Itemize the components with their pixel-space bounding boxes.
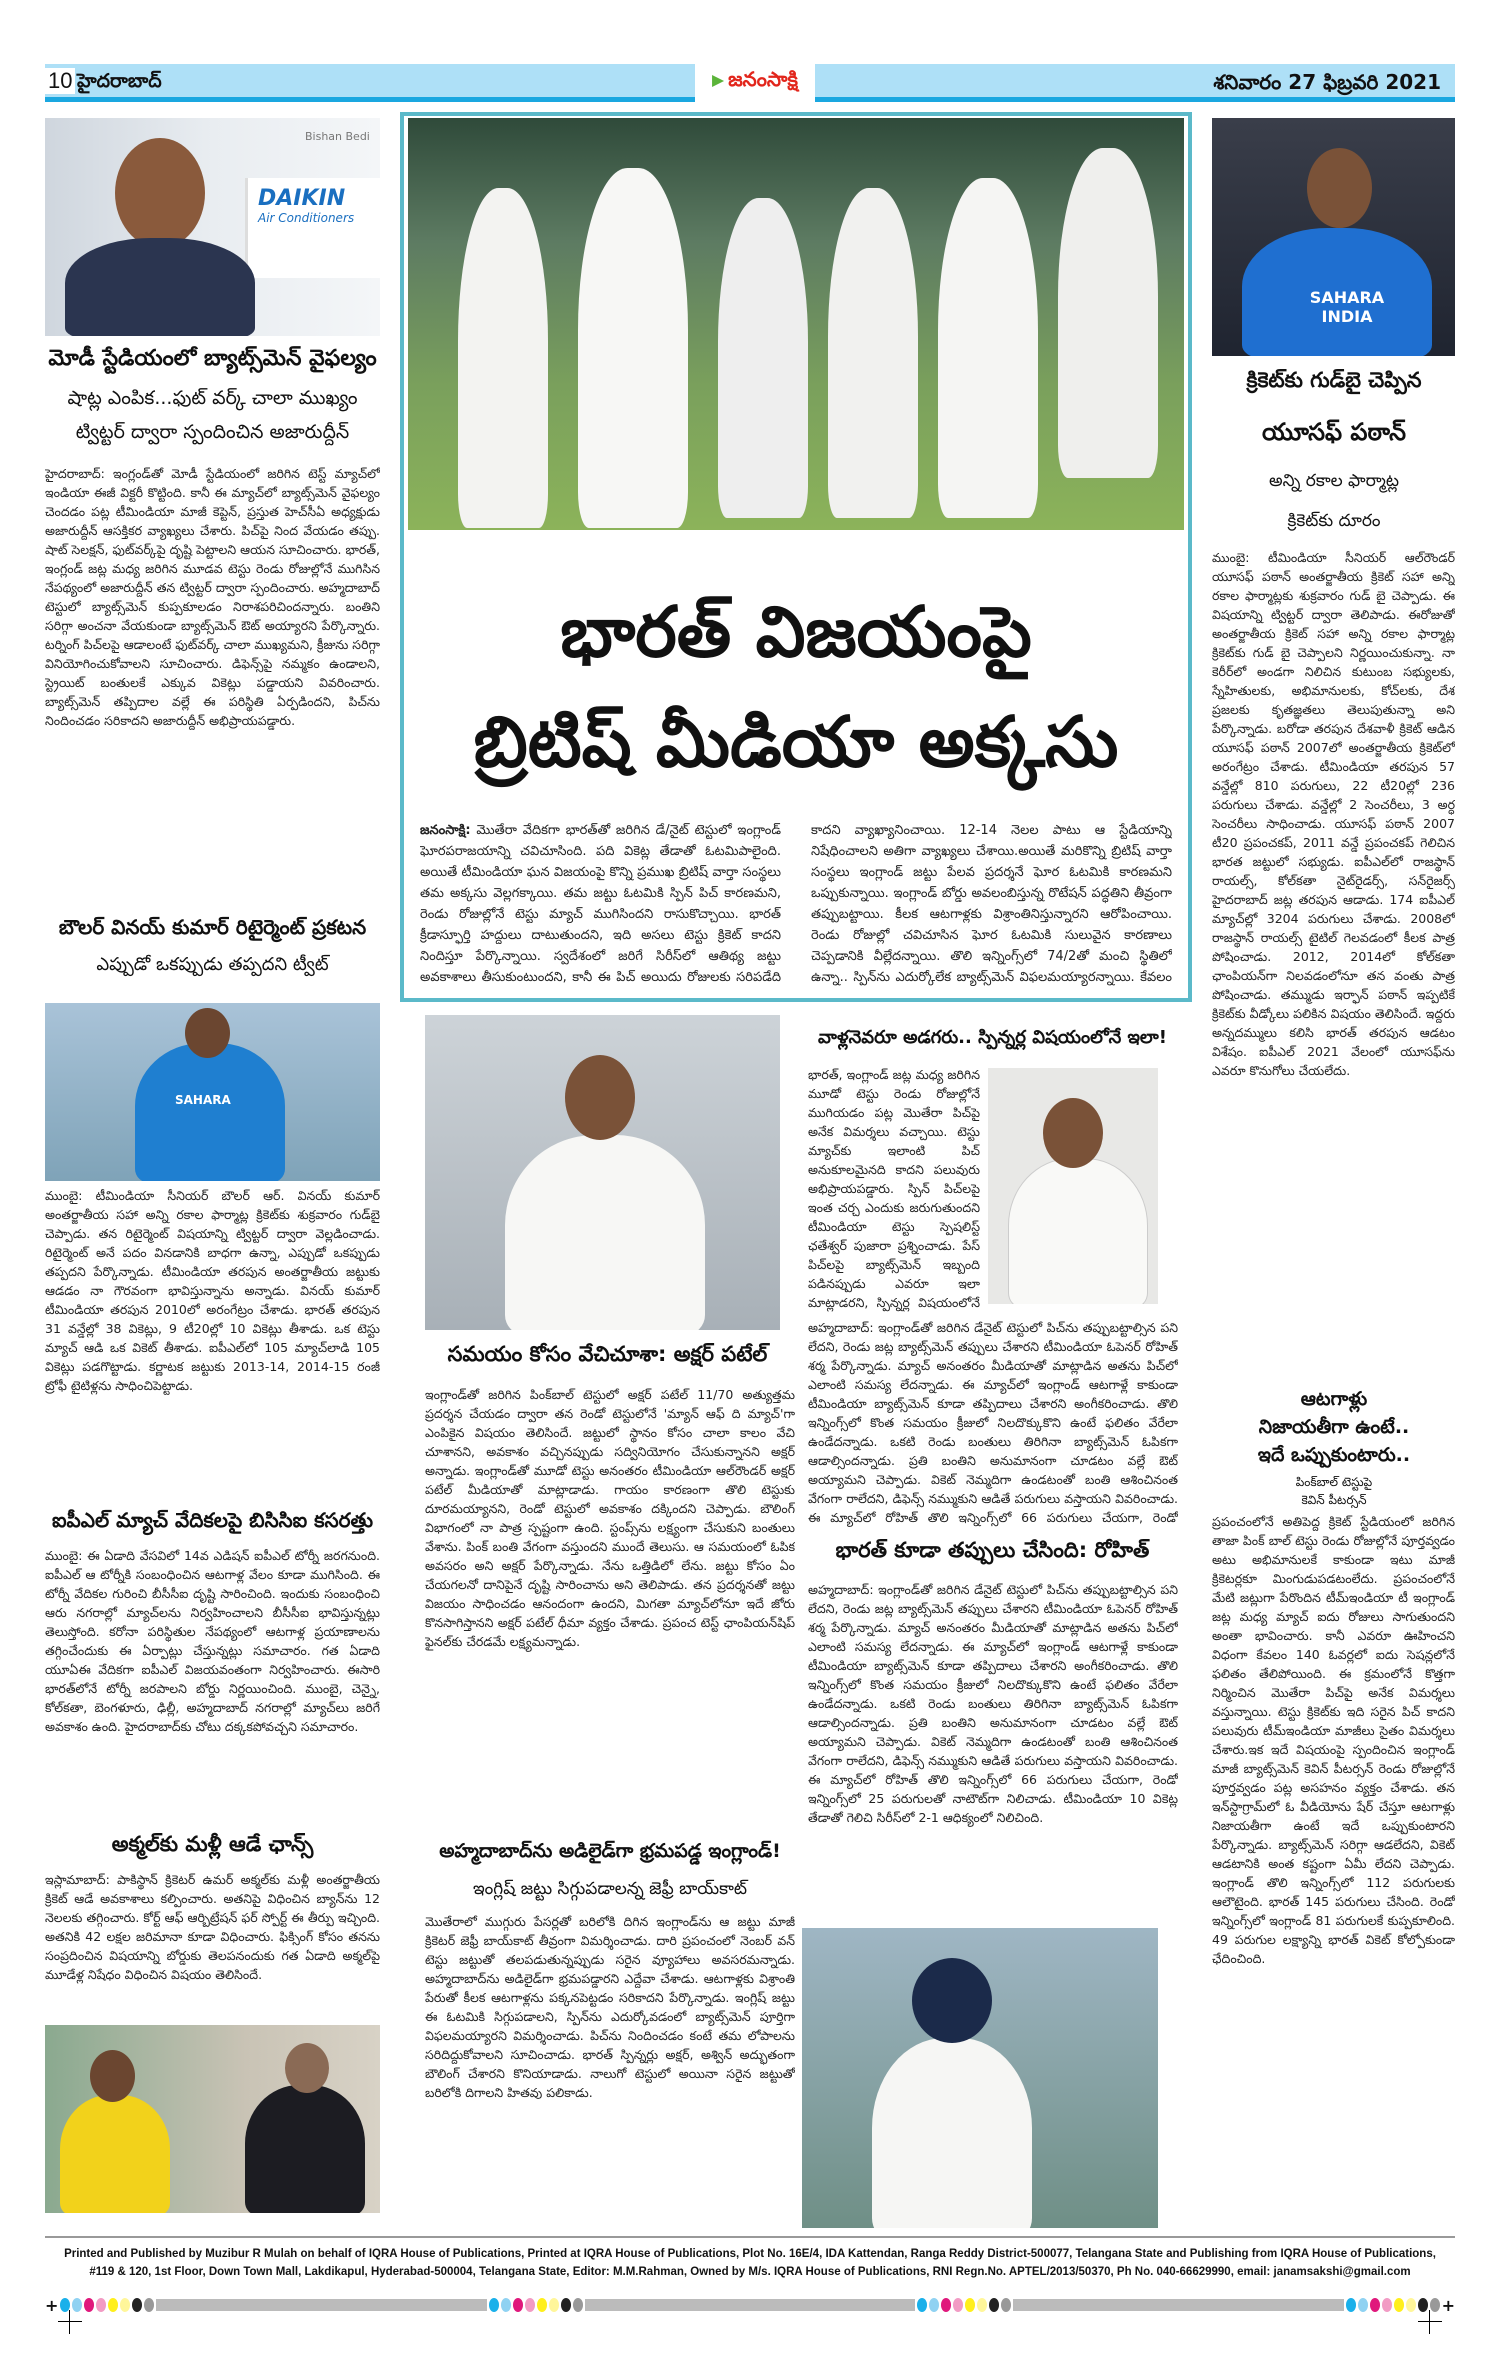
plus-icon: + <box>1441 2295 1455 2315</box>
light-yellow-swatch <box>120 2298 130 2312</box>
pietersen-headline-line-2: నిజాయతీగా ఉంటే.. <box>1258 1416 1410 1438</box>
azhar-subheading-2: ట్విట్టర్ ద్వారా స్పందించిన అజారుద్దీన్ <box>75 421 350 443</box>
yusuf-jersey-text: SAHARA INDIA <box>1309 288 1385 326</box>
imprint-line <box>45 2245 1455 2281</box>
magenta-swatch <box>1370 2298 1380 2312</box>
team-walk-off-photo <box>408 118 1184 530</box>
player-figure-1 <box>458 188 548 528</box>
vinay-kumar-photo <box>45 1003 380 1181</box>
axar-figure <box>505 1135 705 1330</box>
rohit-helmet <box>912 1958 992 2043</box>
gray-swatch <box>144 2298 154 2312</box>
board-name: Bishan Bedi <box>305 130 370 143</box>
light-yellow-swatch <box>549 2298 559 2312</box>
light-cyan-swatch <box>929 2298 939 2312</box>
lead-body-text: మొతేరా వేదికగా భారత్‌తో జరిగిన డే/నైట్ టెస్టులో ఇంగ్లాండ్ ఘోరపరాజయాన్ని చవిచూసింది. పది వికెట్ల తేడాతో ఓటమిపాలైంది. అయితే టీమిండియా ఘన విజయంపై కొన్ని ప్రముఖ బ్రిటిష్ వార్తా సంస్థలు తమ అక్కసు వెల్లగక్కాయి. తమ జట్టు ఓటమికి స్పిన్ పిచ్ కారణమని, రెండు రోజుల్లోనే టెస్టు మ్యాచ్ ముగిసిందని రాసుకొచ్చాయి. భారత్ క్రీడాస్ఫూర్తి హద్దులు దాటుతుందని, ఇది అసలు టెస్టు క్రికెట్ కాదని నిందిస్తూ పేర్కొన్నాయి. స్వదేశంలో జరిగే సిరీస్‌లో ఆతిథ్య జట్టు అవకాశాలు తీసుకుంటుందని, కానీ ఈ పిచ్ అయిదు రోజులకు సరిపడేది కాదని వ్యాఖ్యానించాయి. 12-14 నెలల పాటు ఆ స్టేడియాన్ని నిషేధించాలని అతిగా వ్యాఖ్యలు చేశాయి.అయితే మరికొన్ని బ్రిటిష్ వార్తా సంస్థలు ఇంగ్లాండ్ జట్టు పేలవ ప్రదర్శనే ఘోర ఓటమికి కారణమని ఒప్పుకున్నాయి. ఇంగ్లాండ్ బోర్డు అవలంబిస్తున్న రొటేషన్ పద్ధతిని తీవ్రంగా తప్పుబట్టాయి. కీలక ఆటగాళ్లకు విశ్రాంతినిస్తున్నారని ఆరోపించాయి. రెండు రోజుల్లో చవిచూసిన ఘోర ఓటమికి సులువైన కారణాలు చెప్పడానికి వీల్లేదన్నాయి. తొలి ఇన్నింగ్స్‌లో 74/2తో మంచి స్థితిలో ఉన్నా.. స్పిన్‌ను ఎదుర్కోలేక బ్యాట్స్‌మెన్ విఫలమయ్యారన్నాయి. కేవలం <box>420 823 1172 985</box>
pietersen-subheading-2: కెవిన్ పీటర్సన్ <box>1301 1493 1367 1507</box>
ahmedabad-article-body: మొతేరాలో ముగ్గురు పేసర్లతో బరిలోకి దిగిన ఇంగ్లాండ్‌ను ఆ జట్టు మాజీ క్రికెటర్ జెఫ్రీ బాయ్‌కాట్ తీవ్రంగా విమర్శించాడు. దారి ప్రపంచంలో నెంబర్ వన్ టెస్టు జట్టుతో తలపడుతున్నప్పుడు సరైన వ్యూహాలు అవసరమన్నాడు. అహ్మదాబాద్‌ను అడిలైడ్‌గా భ్రమపడ్డారని ఎద్దేవా చేశాడు. ఆటగాళ్లకు విశ్రాంతి పేరుతో కీలక ఆటగాళ్లను పక్కనపెట్టడం సరికాదని పేర్కొన్నాడు. ఇంగ్లిష్ జట్టు ఈ ఓటమికి సిగ్గుపడాలని, స్పిన్‌ను ఎదుర్కోవడంలో బ్యాట్స్‌మెన్ పూర్తిగా విఫలమయ్యారని విమర్శించాడు. పిచ్‌ను నిందించడం కంటే తమ లోపాలను సరిదిద్దుకోవాలని సూచించాడు. భారత్ స్పిన్నర్లు అక్షర్, అశ్విన్ అద్భుతంగా బౌలింగ్ చేశారని కొనియాడాడు. నాలుగో టెస్టులో అయినా సరైన జట్టుతో బరిలోకి దిగాలని హితవు పలికాడు. <box>425 1914 795 2100</box>
footer-divider <box>45 2236 1455 2238</box>
yusuf-subheading-2: క్రికెట్‌కు దూరం <box>1287 511 1381 531</box>
akmal-head <box>90 2050 135 2102</box>
lawyer-head <box>285 2043 329 2093</box>
gray-bar <box>1013 2299 1343 2311</box>
azhar-article-body: హైదరాబాద్: ఇంగ్లండ్‌తో మోడీ స్టేడియంలో జరిగిన టెస్ట్ మ్యాచ్‌లో ఇండియా ఈజీ విక్టరీ కొట్టింది. కానీ ఈ మ్యాచ్‌లో బ్యాట్స్‌మెన్ వైఫల్యం చెందడం పట్ల టీమిండియా మాజీ కెప్టెన్, ప్రస్తుత హెచ్‌సీఏ అధ్యక్షుడు అజారుద్దీన్ ఆసక్తికర వ్యాఖ్యలు చేశారు. పిచ్‌పై నింద వేయడం తప్పు. షాట్ సెలక్షన్, ఫుట్‌వర్క్‌పై దృష్టి పెట్టాలని ఆయన సూచించారు. భారత్, ఇంగ్లండ్ జట్ల మధ్య జరిగిన మూడవ టెస్టు రెండు రోజుల్లోనే ముగిసిన నేపథ్యంలో అజారుద్దీన్ తన ట్విట్టర్ ద్వారా స్పందించారు. అహ్మదాబాద్ టెస్టులో బ్యాట్స్‌మెన్ కుప్పకూలడం నిరాశపరిచిందన్నారు. బంతిని సరిగ్గా అంచనా వేయకుండా బ్యాట్స్‌మెన్ ఔట్ అయ్యారని పేర్కొన్నారు. టర్నింగ్ పిచ్‌లపై ఆడాలంటే ఫుట్‌వర్క్ చాలా ముఖ్యమని, క్రీజును సరిగ్గా వినియోగించుకోవాలని సూచించారు. డిఫెన్స్‌పై నమ్మకం ఉండాలని, స్ట్రెయిట్ బంతులకే ఎక్కువ వికెట్లు పడ్డాయని వివరించారు. బ్యాట్స్‌మెన్ తప్పిదాల వల్లే ఈ పరిస్థితి ఏర్పడిందని, పిచ్‌ను నిందించడం సరికాదని అజారుద్దీన్ అభిప్రాయపడ్డారు. <box>45 466 380 728</box>
lead-article-body <box>420 820 1172 990</box>
light-yellow-swatch <box>977 2298 987 2312</box>
sponsor-brand: DAIKIN <box>258 186 346 211</box>
black-swatch <box>132 2298 142 2312</box>
lead-headline-line-2: బ్రిటిష్ మీడియా అక్కసు <box>473 701 1119 783</box>
pujara-head <box>1043 1098 1103 1168</box>
yusuf-headline-line-1: క్రికెట్‌కు గుడ్‌బై చెప్పిన <box>1246 368 1422 392</box>
azhar-headline: మోడీ స్టేడియంలో బ్యాట్స్‌మెన్ వైఫల్యం <box>48 346 377 371</box>
magenta-swatch <box>941 2298 951 2312</box>
pink-swatch <box>953 2298 963 2312</box>
ahmedabad-subheading: ఇంగ్లిష్ జట్టు సిగ్గుపడాలన్న జెఫ్రీ బాయ్‌కాట్ <box>472 1879 748 1899</box>
person-figure <box>115 138 205 248</box>
player-head <box>185 1008 230 1058</box>
yusuf-article-body: ముంబై: టీమిండియా సీనియర్ ఆల్‌రౌండర్ యూసఫ్ పఠాన్ అంతర్జాతీయ క్రికెట్ సహా అన్ని రకాల ఫార్మాట్లకు శుక్రవారం గుడ్ బై చెప్పాడు. ఈ విషయాన్ని ట్విట్టర్ ద్వారా తెలిపాడు. ఈరోజుతో అంతర్జాతీయ క్రికెట్ సహా అన్ని రకాల ఫార్మాట్ల క్రికెట్‌కు గుడ్ బై చెప్పాలని నిర్ణయించుకున్నా. నా కెరీర్‌లో అండగా నిలిచిన కుటుంబ సభ్యులకు, స్నేహితులకు, అభిమానులకు, కోచ్‌లకు, దేశ ప్రజలకు కృతజ్ఞతలు తెలుపుతున్నా అని పేర్కొన్నాడు. బరోడా తరపున దేశవాళీ క్రికెట్ ఆడిన యూసఫ్ పఠాన్ 2007లో అంతర్జాతీయ క్రికెట్‌లో అరంగేట్రం చేశాడు. టీమిండియా తరపున 57 వన్డేల్లో 810 పరుగులు, 22 టీ20ల్లో 236 పరుగులు చేశాడు. వన్డేల్లో 2 సెంచరీలు, 3 అర్ధ సెంచరీలు సాధించాడు. యూసఫ్ పఠాన్ 2007 టీ20 ప్రపంచకప్, 2011 వన్డే ప్రపంచకప్ గెలిచిన భారత జట్టులో సభ్యుడు. ఐపీఎల్‌లో రాజస్థాన్ రాయల్స్, కోల్‌కతా నైట్‌రైడర్స్, సన్‌రైజర్స్ హైదరాబాద్ జట్ల తరపున ఆడాడు. 174 ఐపీఎల్ మ్యాచ్‌ల్లో 3204 పరుగులు చేశాడు. 2008లో రాజస్థాన్ రాయల్స్ టైటిల్ గెలవడంలో కీలక పాత్ర పోషించాడు. 2012, 2014లో కోల్‌కతా ఛాంపియన్‌గా నిలవడంలోనూ తన వంతు పాత్ర పోషించాడు. తమ్ముడు ఇర్ఫాన్ పఠాన్ ఇప్పటికే క్రికెట్‌కు వీడ్కోలు పలికిన విషయం తెలిసిందే. ఇద్దరు అన్నదమ్ములు కలిసి భారత్ తరపున ఆడటం విశేషం. ఐపీఎల్ 2021 వేలంలో యూసఫ్‌ను ఎవరూ కొనుగోలు చేయలేదు. <box>1212 550 1455 1078</box>
player-figure-5 <box>938 178 1038 518</box>
vinay-subheading: ఎప్పుడో ఒకప్పుడు తప్పదని ట్వీట్ <box>96 954 329 975</box>
gray-swatch <box>573 2298 583 2312</box>
pietersen-headline-line-3: ఇదే ఒప్పుకుంటారు.. <box>1257 1444 1411 1466</box>
continued-text: అహ్మదాబాద్: ఇంగ్లాండ్‌తో జరిగిన డేనైట్ టెస్టులో పిచ్‌ను తప్పుబట్టాల్సిన పని లేదని, రెండు జట్ల బ్యాట్స్‌మెన్ తప్పులు చేశారని టీమిండియా ఓపెనర్ రోహిత్ శర్మ పేర్కొన్నాడు. మ్యాచ్ అనంతరం మీడియాతో మాట్లాడిన అతను పిచ్‌లో ఎలాంటి సమస్య లేదన్నాడు. ఈ మ్యాచ్‌లో ఇంగ్లాండ్ ఆటగాళ్లే కాకుండా టీమిండియా బ్యాట్స్‌మెన్ కూడా తప్పిదాలు చేశారని అంగీకరించాడు. తొలి ఇన్నింగ్స్‌లో కొంత సమయం క్రీజులో నిలదొక్కుకొని ఉంటే ఫలితం వేరేలా ఉండేదన్నాడు. ఒకటి రెండు బంతులు తిరిగినా బ్యాట్స్‌మెన్ ఓపికగా ఆడాల్సిందన్నాడు. ప్రతి బంతిని అనుమానంగా చూడటం వల్లే ఔట్ అయ్యామని చెప్పాడు. వికెట్ నెమ్మదిగా ఉండటంతో బంతి ఆశించినంత వేగంగా రాలేదని, డిఫెన్స్ నమ్ముకుని ఆడితే పరుగులు వస్తాయని వివరించాడు. ఈ మ్యాచ్‌లో రోహిత్ తొలి ఇన్నింగ్స్‌లో 66 పరుగులు చేయగా, రెండో <box>808 1320 1178 1525</box>
vinay-article-body: ముంబై: టీమిండియా సీనియర్ బౌలర్ ఆర్. వినయ్ కుమార్ అంతర్జాతీయ సహా అన్ని రకాల ఫార్మాట్ల క్రికెట్‌కు శుక్రవారం గుడ్‌బై చెప్పాడు. తన రిటైర్మెంట్ విషయాన్ని ట్విట్టర్ ద్వారా వెల్లడించాడు. రిటైర్మెంట్ అనే పదం వినడానికి బాధగా ఉన్నా, ఎప్పుడో ఒకప్పుడు తప్పదని పేర్కొన్నాడు. టీమిండియా తరపున అంతర్జాతీయ జట్టుకు ఆడడం నా గౌరవంగా భావిస్తున్నాను అన్నాడు. వినయ్ కుమార్ టీమిండియా తరపున 2010లో అరంగేట్రం చేశాడు. భారత్ తరపున 31 వన్డేల్లో 38 వికెట్లు, 9 టీ20ల్లో 10 వికెట్లు తీశాడు. ఒక టెస్టు మ్యాచ్ ఆడి ఒక వికెట్ తీశాడు. ఐపీఎల్‌లో 105 మ్యాచ్‌లాడి 105 వికెట్లు పడగొట్టాడు. కర్ణాటక జట్టుకు 2013-14, 2014-15 రంజీ ట్రోఫీ టైటిళ్లను సాధించిపెట్టాడు. <box>45 1188 380 1393</box>
lead-headline-line-1: భారత్ విజయంపై <box>560 591 1032 673</box>
leaf-icon <box>712 75 724 87</box>
rohit-headline: భారత్ కూడా తప్పులు చేసింది: రోహిత్ <box>835 1538 1150 1562</box>
magenta-swatch <box>513 2298 523 2312</box>
crop-mark-icon <box>58 2310 82 2334</box>
pujara-figure <box>1008 1158 1148 1304</box>
player-figure-6 <box>1058 148 1158 478</box>
light-yellow-swatch <box>1406 2298 1416 2312</box>
pietersen-headline-line-1: ఆటగాళ్లు <box>1300 1388 1368 1410</box>
cyan-swatch <box>1346 2298 1356 2312</box>
rohit-figure <box>872 2038 1032 2228</box>
pujara-photo <box>988 1068 1158 1304</box>
axar-article-body: ఇంగ్లాండ్‌తో జరిగిన పింక్‌బాల్ టెస్టులో అక్షర్ పటేల్ 11/70 అత్యుత్తమ ప్రదర్శన చేయడం ద్వారా తన రెండో టెస్టులోనే 'మ్యాన్ ఆఫ్ ది మ్యాచ్'గా ఎంపికైన విషయం తెలిసిందే. జట్టులో స్థానం కోసం చాలా కాలం వేచి చూశానని, అవకాశం వచ్చినప్పుడు సద్వినియోగం చేసుకున్నానని అక్షర్ అన్నాడు. ఇంగ్లాండ్‌తో మూడో టెస్టు అనంతరం టీమిండియా ఆల్‌రౌండర్ అక్షర్ పటేల్ మీడియాతో మాట్లాడాడు. గాయం కారణంగా తొలి టెస్టుకు దూరమయ్యానని, రెండో టెస్టులో అవకాశం దక్కిందని చెప్పాడు. బౌలింగ్ విభాగంలో నా పాత్ర స్పష్టంగా ఉంది. స్టంప్స్‌ను లక్ష్యంగా చేసుకుని బంతులు వేశాను. పింక్ బంతి వేగంగా వస్తుందని ముందే తెలుసు. ఆ సమయంలో ఓపిక అవసరం అని అక్షర్ పేర్కొన్నాడు. నేను ఒత్తిడిలో లేను. జట్టు కోసం ఏం చేయగలనో దానిపైనే దృష్టి సారించాను అని తెలిపాడు. తన ప్రదర్శనతో జట్టు విజయం సాధించడం ఆనందంగా ఉందని, మిగతా మ్యాచ్‌లోనూ ఇదే జోరు కొనసాగిస్తానని అక్షర్ పటేల్ ధీమా వ్యక్తం చేశాడు. ప్రపంచ టెస్ట్ ఛాంపియన్‌షిప్ ఫైనల్‌కు చేరడమే లక్ష్యమన్నాడు. <box>425 1387 795 1649</box>
page-number: 10 <box>45 68 75 94</box>
pink-swatch <box>1382 2298 1392 2312</box>
rohit-article-body: అహ్మదాబాద్: ఇంగ్లాండ్‌తో జరిగిన డేనైట్ టెస్టులో పిచ్‌ను తప్పుబట్టాల్సిన పని లేదని, రెండు జట్ల బ్యాట్స్‌మెన్ తప్పులు చేశారని టీమిండియా ఓపెనర్ రోహిత్ శర్మ పేర్కొన్నాడు. మ్యాచ్ అనంతరం మీడియాతో మాట్లాడిన అతను పిచ్‌లో ఎలాంటి సమస్య లేదన్నాడు. ఈ మ్యాచ్‌లో ఇంగ్లాండ్ ఆటగాళ్లే కాకుండా టీమిండియా బ్యాట్స్‌మెన్ కూడా తప్పిదాలు చేశారని అంగీకరించాడు. తొలి ఇన్నింగ్స్‌లో కొంత సమయం క్రీజులో నిలదొక్కుకొని ఉంటే ఫలితం వేరేలా ఉండేదన్నాడు. ఒకటి రెండు బంతులు తిరిగినా బ్యాట్స్‌మెన్ ఓపికగా ఆడాల్సిందన్నాడు. ప్రతి బంతిని అనుమానంగా చూడటం వల్లే ఔట్ అయ్యామని చెప్పాడు. వికెట్ నెమ్మదిగా ఉండటంతో బంతి ఆశించినంత వేగంగా రాలేదని, డిఫెన్స్ నమ్ముకుని ఆడితే పరుగులు వస్తాయని వివరించాడు. ఈ మ్యాచ్‌లో రోహిత్ తొలి ఇన్నింగ్స్‌లో 66 పరుగులు చేయగా, రెండో ఇన్నింగ్స్‌లో 25 పరుగులతో నాటౌట్‌గా నిలిచాడు. టీమిండియా 10 వికెట్ల తేడాతో గెలిచి సిరీస్‌లో 2-1 ఆధిక్యంలో నిలిచింది. <box>808 1582 1178 1825</box>
azhar-subheading-1: షాట్ల ఎంపిక...ఫుట్ వర్క్ చాలా ముఖ్యం <box>67 387 358 409</box>
newspaper-logo <box>695 60 815 102</box>
sponsor-board <box>245 178 380 278</box>
yellow-swatch <box>108 2298 118 2312</box>
ipl-article-body: ముంబై: ఈ ఏడాది వేసవిలో 14వ ఎడిషన్ ఐపీఎల్ టోర్నీ జరగనుంది. ఐపీఎల్ ఆ టోర్నీకి సంబంధించిన ఆటగాళ్ల వేలం కూడా ముగిసింది. ఈ టోర్నీ వేదికల గురించి బీసీసీఐ దృష్టి సారించింది. ఇందుకు సంబంధించి ఆరు నగరాల్లో మ్యాచ్‌లను నిర్వహించాలని బీసీసీఐ భావిస్తున్నట్లు తెలుస్తోంది. కరోనా పరిస్థితుల నేపథ్యంలో ఆటగాళ్ల ప్రయాణాలను తగ్గించేందుకు ఈ ఏర్పాట్లు చేస్తున్నట్లు సమాచారం. గత ఏడాది యూఏఈ వేదికగా ఐపీఎల్ విజయవంతంగా నిర్వహించారు. ఈసారి భారత్‌లోనే టోర్నీ జరపాలని బోర్డు నిర్ణయించింది. ముంబై, చెన్నై, కోల్‌కతా, బెంగళూరు, ఢిల్లీ, అహ్మదాబాద్ నగరాల్లో మ్యాచ్‌లు జరిగే అవకాశం ఉంది. హైదరాబాద్‌కు చోటు దక్కకపోవచ్చని సమాచారం. <box>45 1548 380 1734</box>
pink-swatch <box>525 2298 535 2312</box>
player-figure-2 <box>578 168 688 528</box>
gray-swatch <box>1001 2298 1011 2312</box>
imprint-line-2: #119 & 120, 1st Floor, Down Town Mall, Lakdikapul, Hyderabad-500004, Telangana State, Editor: M.M.Rahman, Owned by M/s. IQRA House of Publications, RNI Regn.No. APTEL/2013/50370, Ph No. 040-66629990, email: janamsakshi@gmail.com <box>89 2266 1411 2278</box>
rohit-sharma-photo <box>802 1928 1158 2228</box>
edition-city: హైదరాబాద్ <box>77 70 162 92</box>
jersey-sponsor: SAHARA <box>175 1093 231 1107</box>
yusuf-pathan-photo <box>1212 118 1455 356</box>
pietersen-article-body: ప్రపంచంలోనే అతిపెద్ద క్రికెట్ స్టేడియంలో జరిగిన తాజా పింక్ బాల్ టెస్టు రెండు రోజుల్లోనే పూర్తవ్వడం అటు అభిమానులకే కాకుండా ఇటు మాజీ క్రికెటర్లకూ మింగుడుపడటంలేదు. ప్రపంచంలోనే మేటి జట్లుగా పేరొందిన టీమ్‌ఇండియా టీ ఇంగ్లాండ్ జట్ల మధ్య మ్యాచ్ ఐదు రోజులు సాగుతుందని అంతా భావించారు. కానీ ఎవరూ ఊహించని విధంగా కేవలం 140 ఓవర్లలో ఐదు సెషన్లలోనే ఫలితం తేలిపోయింది. ఈ క్రమంలోనే కొత్తగా నిర్మించిన మొతేరా పిచ్‌పై అనేక విమర్శలు వస్తున్నాయి. టెస్టు క్రికెట్‌కు ఇది సరైన పిచ్ కాదని పలువురు టీమ్‌ఇండియా మాజీలు సైతం విమర్శలు చేశారు.ఇక ఇదే విషయంపై స్పందించిన ఇంగ్లాండ్ మాజీ బ్యాట్స్‌మెన్ కెవిన్ పీటర్సన్ రెండు రోజుల్లోనే పూర్తవ్వడం పట్ల అసహనం వ్యక్తం చేశాడు. తన ఇన్‌స్టాగ్రామ్‌లో ఓ వీడియోను షేర్ చేస్తూ ఆటగాళ్లు నిజాయతీగా ఉంటే ఇదే ఒప్పుకుంటారని పేర్కొన్నాడు. బ్యాట్స్‌మెన్ సరిగ్గా ఆడలేదని, వికెట్ ఆడటానికి అంత కష్టంగా ఏమీ లేదని చెప్పాడు. ఇంగ్లాండ్ తొలి ఇన్నింగ్స్‌లో 112 పరుగులకు ఆలౌటైంది. భారత్ 145 పరుగులు చేసింది. రెండో ఇన్నింగ్స్‌లో ఇంగ్లాండ్ 81 పరుగులకే కుప్పకూలింది. 49 పరుగుల లక్ష్యాన్ని భారత్ వికెట్ కోల్పోకుండా ఛేదించింది. <box>1212 1514 1455 1966</box>
plus-icon: + <box>45 2295 59 2315</box>
akmal-figure <box>60 2095 170 2213</box>
lead-dateline: జనంసాక్షి: <box>420 823 471 838</box>
person-suit <box>65 238 255 336</box>
pietersen-subheading-1: పింక్‌బాల్ టెస్టుపై <box>1295 1475 1373 1489</box>
page-header <box>45 64 1455 102</box>
newspaper-name: జనంసాక్షి <box>728 66 798 91</box>
imprint-line-1: Printed and Published by Muzibur R Mulah on behalf of IQRA House of Publications, Printed at IQRA House of Publications, Plot No. 16E/4, IDA Kattendan, Ranga Reddy District-500077, Telangana State and Publishing from IQRA House of Publications, <box>64 2248 1436 2260</box>
lawyer-figure <box>245 2085 365 2213</box>
pink-swatch <box>96 2298 106 2312</box>
crop-mark-icon <box>1418 2310 1442 2334</box>
gray-bar <box>585 2299 915 2311</box>
vinay-headline: బౌలర్ వినయ్ కుమార్ రిటైర్మెంట్ ప్రకటన <box>58 915 367 939</box>
cyan-swatch <box>917 2298 927 2312</box>
ahmedabad-headline: అహ్మదాబాద్‌ను అడిలైడ్‌గా భ్రమపడ్డ ఇంగ్లాండ్! <box>439 1840 781 1862</box>
black-swatch <box>989 2298 999 2312</box>
player-figure-4 <box>828 188 918 518</box>
color-registration-strip <box>45 2295 1455 2315</box>
azharuddin-photo <box>45 118 380 336</box>
yusuf-headline-line-2: యూసఫ్ పఠాన్ <box>1262 418 1406 446</box>
akmal-headline: అక్మల్‌కు మళ్లీ ఆడే ఛాన్స్ <box>111 1832 314 1856</box>
axar-patel-photo <box>425 1015 780 1330</box>
issue-date: శనివారం 27 ఫిబ్రవరి 2021 <box>1213 70 1441 94</box>
gray-bar <box>156 2299 486 2311</box>
yusuf-subheading-1: అన్ని రకాల ఫార్మాట్ల <box>1269 471 1399 491</box>
player-figure <box>135 1043 285 1181</box>
spinners-headline: వాళ్లనెవరూ అడగరు.. స్పిన్నర్ల విషయంలోనే ఇలా! <box>818 1027 1167 1048</box>
cyan-swatch <box>489 2298 499 2312</box>
spinners-article-body-continued <box>808 1318 1178 1528</box>
akmal-article-body: ఇస్లామాబాద్: పాకిస్థాన్ క్రికెటర్ ఉమర్ అక్మల్‌కు మళ్లీ అంతర్జాతీయ క్రికెట్ ఆడే అవకాశాలు కల్పించారు. అతనిపై విధించిన బ్యాన్‌ను 12 నెలలకు తగ్గించారు. కోర్ట్ ఆఫ్ ఆర్బిట్రేషన్ ఫర్ స్పోర్ట్ ఈ తీర్పు ఇచ్చింది. అతనికి 42 లక్షల జరిమానా కూడా విధించారు. ఫిక్సింగ్ కోసం తనను సంప్రదించిన విషయాన్ని బోర్డుకు తెలపనందుకు గత ఏడాది అక్మల్‌పై మూడేళ్ల నిషేధం విధించిన విషయం తెలిసిందే. <box>45 1872 380 1982</box>
akmal-photo <box>45 2025 380 2213</box>
yellow-swatch <box>1394 2298 1404 2312</box>
yusuf-head <box>1307 148 1372 228</box>
axar-head <box>565 1055 635 1140</box>
magenta-swatch <box>84 2298 94 2312</box>
sponsor-tagline: Air Conditioners <box>258 211 355 225</box>
ipl-headline: ఐపీఎల్ మ్యాచ్ వేదికలపై బిసిసిఐ కసరత్తు <box>52 1508 373 1532</box>
yellow-swatch <box>965 2298 975 2312</box>
spinners-article-body: భారత్, ఇంగ్లాండ్ జట్ల మధ్య జరిగిన మూడో టెస్టు రెండు రోజుల్లోనే ముగియడం పట్ల మొతేరా పిచ్‌పై అనేక విమర్శలు వచ్చాయి. టెస్టు మ్యాచ్‌కు ఇలాంటి పిచ్ అనుకూలమైనది కాదని పలువురు అభిప్రాయపడ్డారు. స్పిన్ పిచ్‌లపై ఇంత చర్చ ఎందుకు జరుగుతుందని టీమిండియా టెస్టు స్పెషలిస్ట్ ఛతేశ్వర్ పుజారా ప్రశ్నించాడు. పేస్ పిచ్‌లపై బ్యాట్స్‌మెన్ ఇబ్బంది పడినప్పుడు ఎవరూ ఇలా మాట్లాడరని, స్పిన్నర్ల విషయంలోనే <box>808 1067 980 1310</box>
light-cyan-swatch <box>501 2298 511 2312</box>
yellow-swatch <box>537 2298 547 2312</box>
player-figure-3 <box>718 198 808 518</box>
light-cyan-swatch <box>1358 2298 1368 2312</box>
axar-headline: సమయం కోసం వేచిచూశా: అక్షర్ పటేల్ <box>447 1342 768 1366</box>
black-swatch <box>561 2298 571 2312</box>
